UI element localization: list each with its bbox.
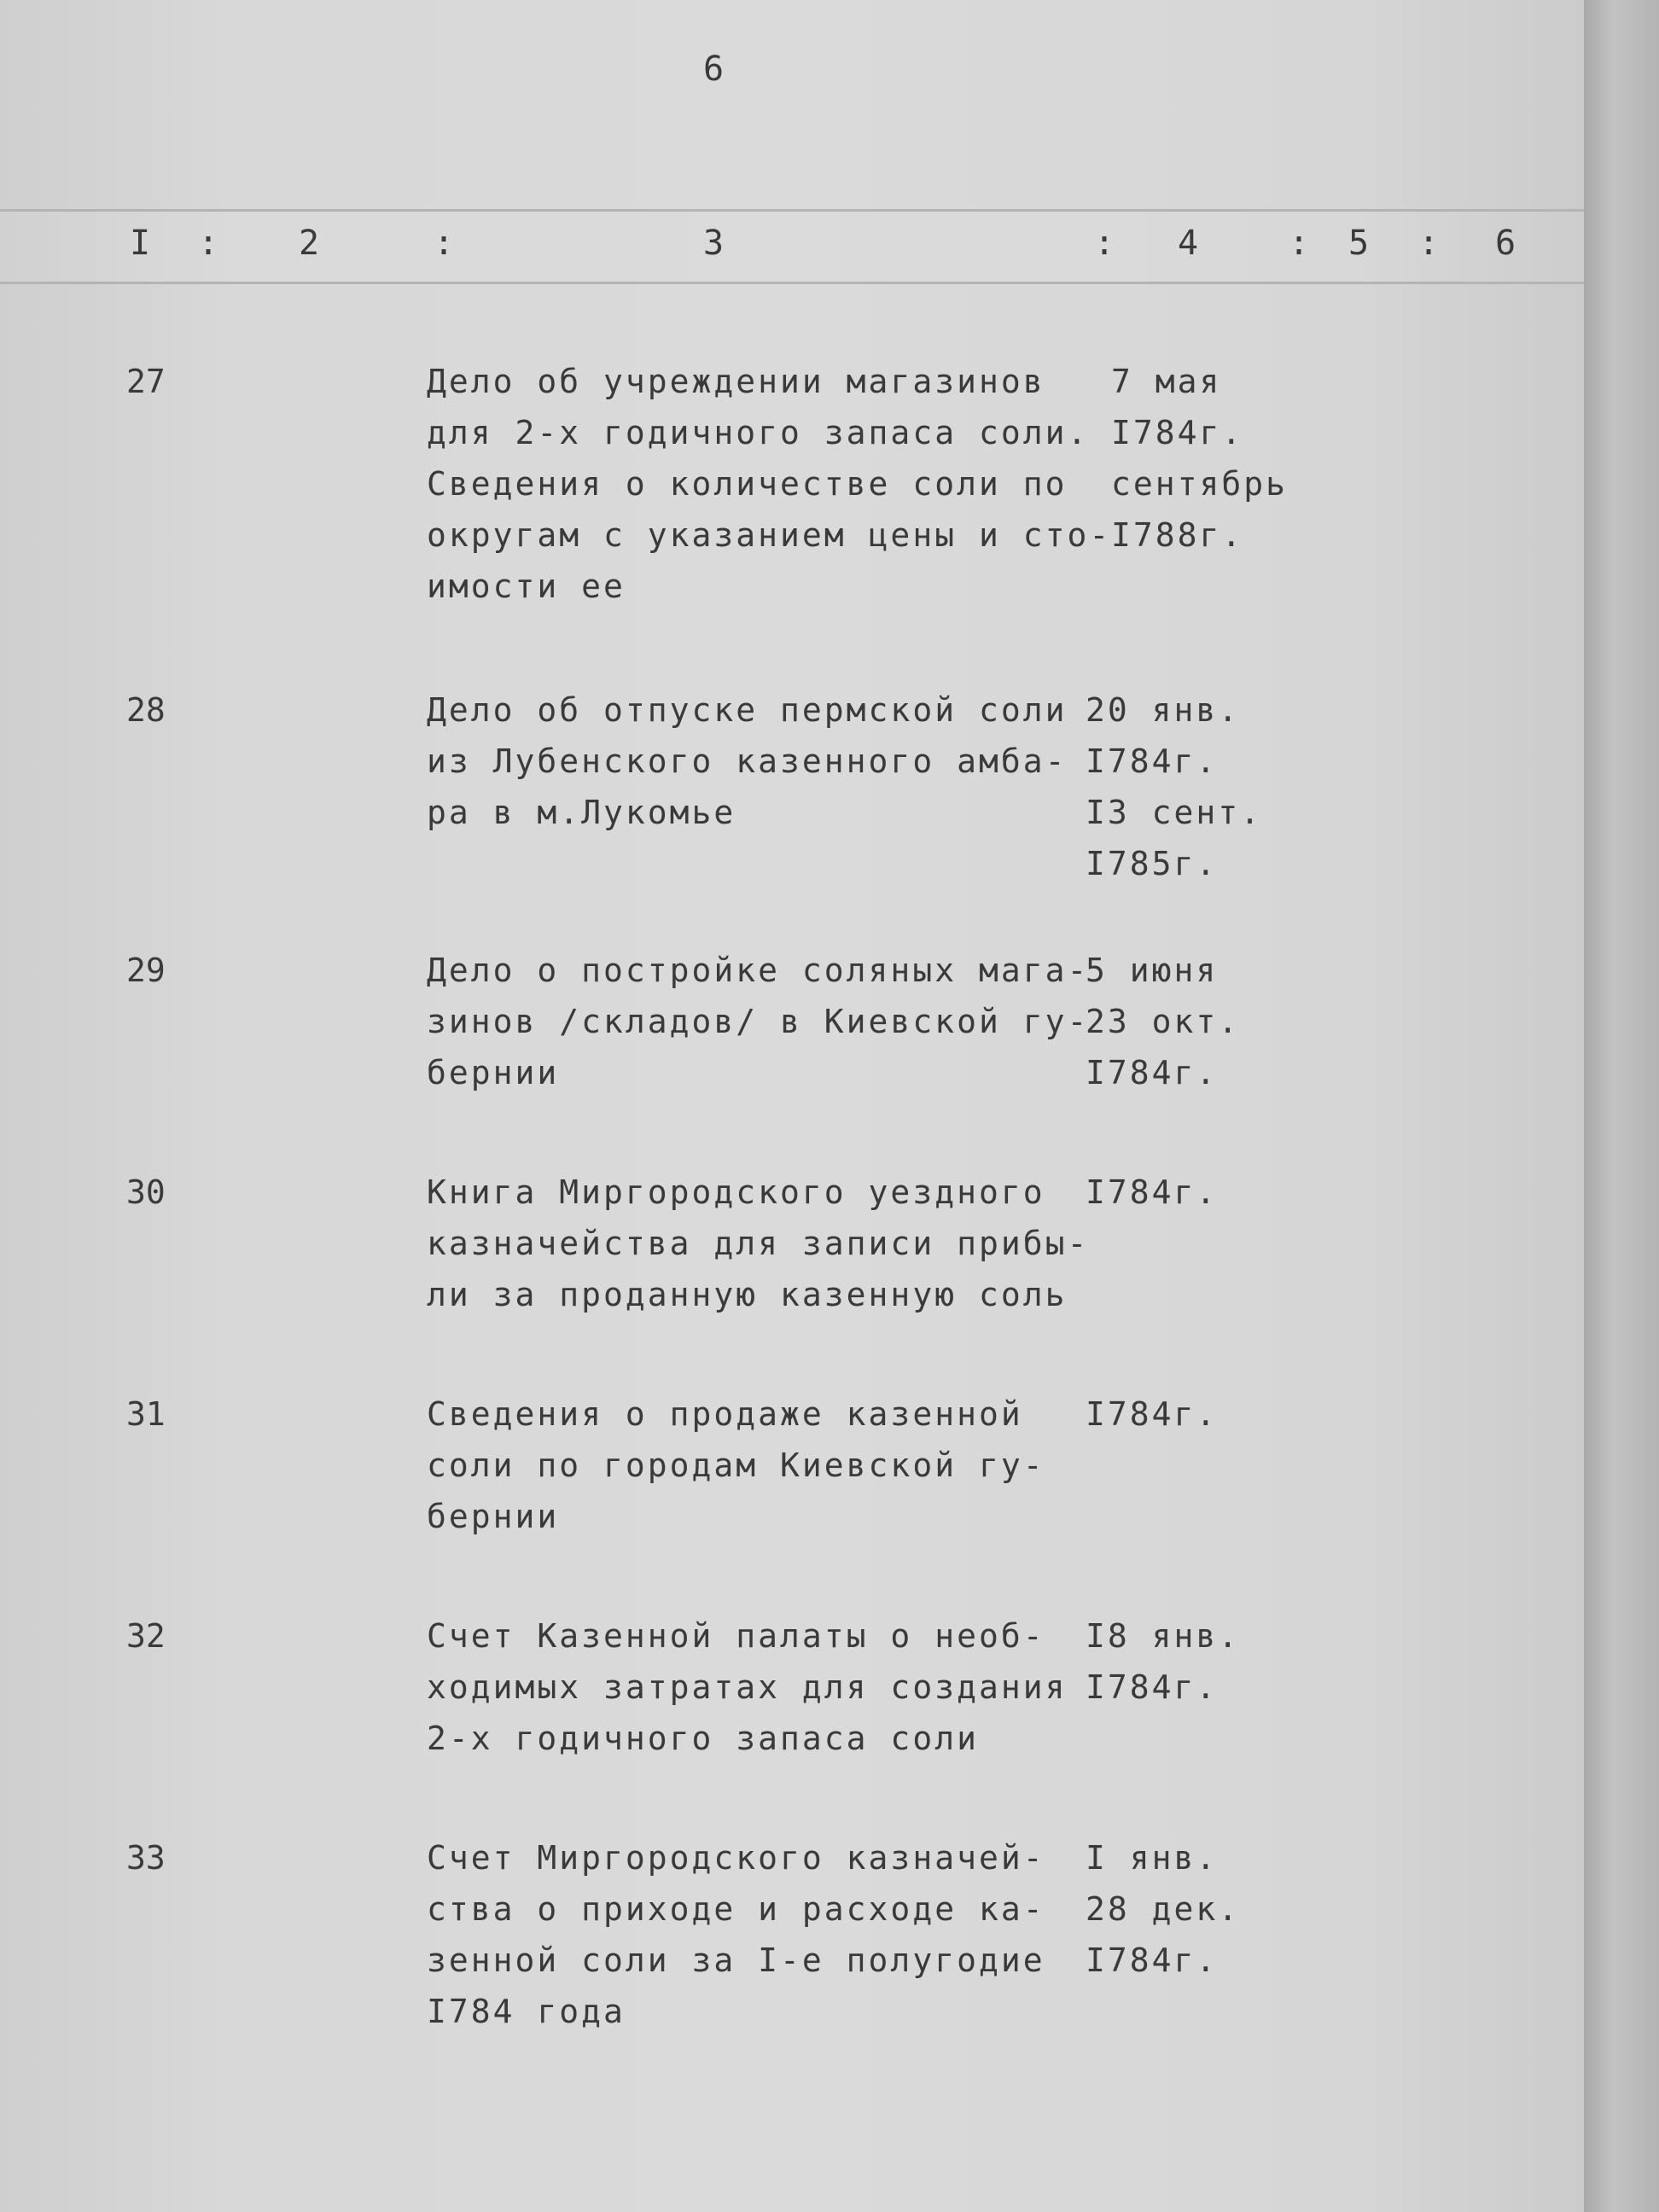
entry-title-line: Счет Казенной палаты о необ-: [427, 1617, 1045, 1655]
entry-title-line: 2-х годичного запаса соли: [427, 1720, 979, 1757]
entry-title-line: ли за проданную казенную соль: [427, 1276, 1068, 1313]
entry-date-line: I784г.: [1086, 1395, 1219, 1433]
entry-date-line: 20 янв.: [1086, 691, 1241, 729]
entry-number: 30: [126, 1173, 166, 1211]
entry-date-line: 5 июня: [1086, 952, 1219, 989]
entry-date-line: I784г.: [1086, 1941, 1219, 1979]
entry-title-line: Дело об отпуске пермской соли: [427, 691, 1068, 729]
entry-title-line: зенной соли за I-е полугодие: [427, 1941, 1045, 1979]
page-number: 6: [703, 49, 725, 89]
entry-date-line: 7 мая: [1111, 363, 1222, 400]
header-col-2: 2: [299, 224, 320, 263]
entry-title-line: Сведения о количестве соли по: [427, 465, 1068, 503]
entry-title-line: I784 года: [427, 1993, 626, 2030]
entry-date-line: I784г.: [1086, 742, 1219, 780]
entry-date-line: сентябрь: [1111, 465, 1289, 503]
entry-title-line: для 2-х годичного запаса соли.: [427, 414, 1090, 451]
entry-date-line: I784г.: [1086, 1668, 1219, 1706]
entry-date-line: I8 янв.: [1086, 1617, 1241, 1655]
entry-title-line: зинов /складов/ в Киевской гу-: [427, 1003, 1090, 1040]
entry-number: 33: [126, 1839, 166, 1877]
header-separator: :: [198, 224, 219, 263]
entry-date-line: I785г.: [1086, 845, 1219, 882]
entry-title-line: округам с указанием цены и сто-: [427, 516, 1112, 554]
header-col-6: 6: [1495, 224, 1516, 263]
entry-title-line: казначейства для записи прибы-: [427, 1225, 1090, 1262]
entry-title-line: ра в м.Лукомье: [427, 794, 736, 831]
entry-title-line: из Лубенского казенного амба-: [427, 742, 1068, 780]
entry-title-line: имости ее: [427, 568, 626, 605]
header-separator: :: [1289, 224, 1310, 263]
entry-date-line: I788г.: [1111, 516, 1244, 554]
entry-date-line: I784г.: [1086, 1054, 1219, 1091]
header-col-1: I: [130, 224, 151, 263]
entry-title-line: ства о приходе и расходе ка-: [427, 1890, 1045, 1928]
entry-number: 31: [126, 1395, 166, 1433]
entry-title-line: Книга Миргородского уездного: [427, 1173, 1045, 1211]
entry-title-line: Сведения о продаже казенной: [427, 1395, 1023, 1433]
entry-title-line: бернии: [427, 1054, 560, 1091]
entry-number: 27: [126, 363, 166, 400]
header-separator: :: [1418, 224, 1440, 263]
entry-date-line: I3 сент.: [1086, 794, 1263, 831]
header-separator: :: [1094, 224, 1115, 263]
header-col-5: 5: [1348, 224, 1370, 263]
header-col-3: 3: [703, 224, 725, 263]
entry-number: 28: [126, 691, 166, 729]
entry-title-line: Счет Миргородского казначей-: [427, 1839, 1045, 1877]
entry-date-line: I784г.: [1111, 414, 1244, 451]
entry-number: 29: [126, 952, 166, 989]
entry-title-line: ходимых затратах для создания: [427, 1668, 1068, 1706]
entry-title-line: Дело об учреждении магазинов: [427, 363, 1045, 400]
entry-date-line: I784г.: [1086, 1173, 1219, 1211]
entry-date-line: 28 дек.: [1086, 1890, 1241, 1928]
entry-title-line: бернии: [427, 1498, 560, 1535]
header-separator: :: [434, 224, 455, 263]
entry-title-line: Дело о постройке соляных мага-: [427, 952, 1090, 989]
page-edge: [1584, 0, 1659, 2212]
entry-number: 32: [126, 1617, 166, 1655]
header-col-4: 4: [1178, 224, 1199, 263]
entry-date-line: 23 окт.: [1086, 1003, 1241, 1040]
column-header-band: [0, 209, 1584, 284]
entry-title-line: соли по городам Киевской гу-: [427, 1447, 1045, 1484]
entry-date-line: I янв.: [1086, 1839, 1219, 1877]
